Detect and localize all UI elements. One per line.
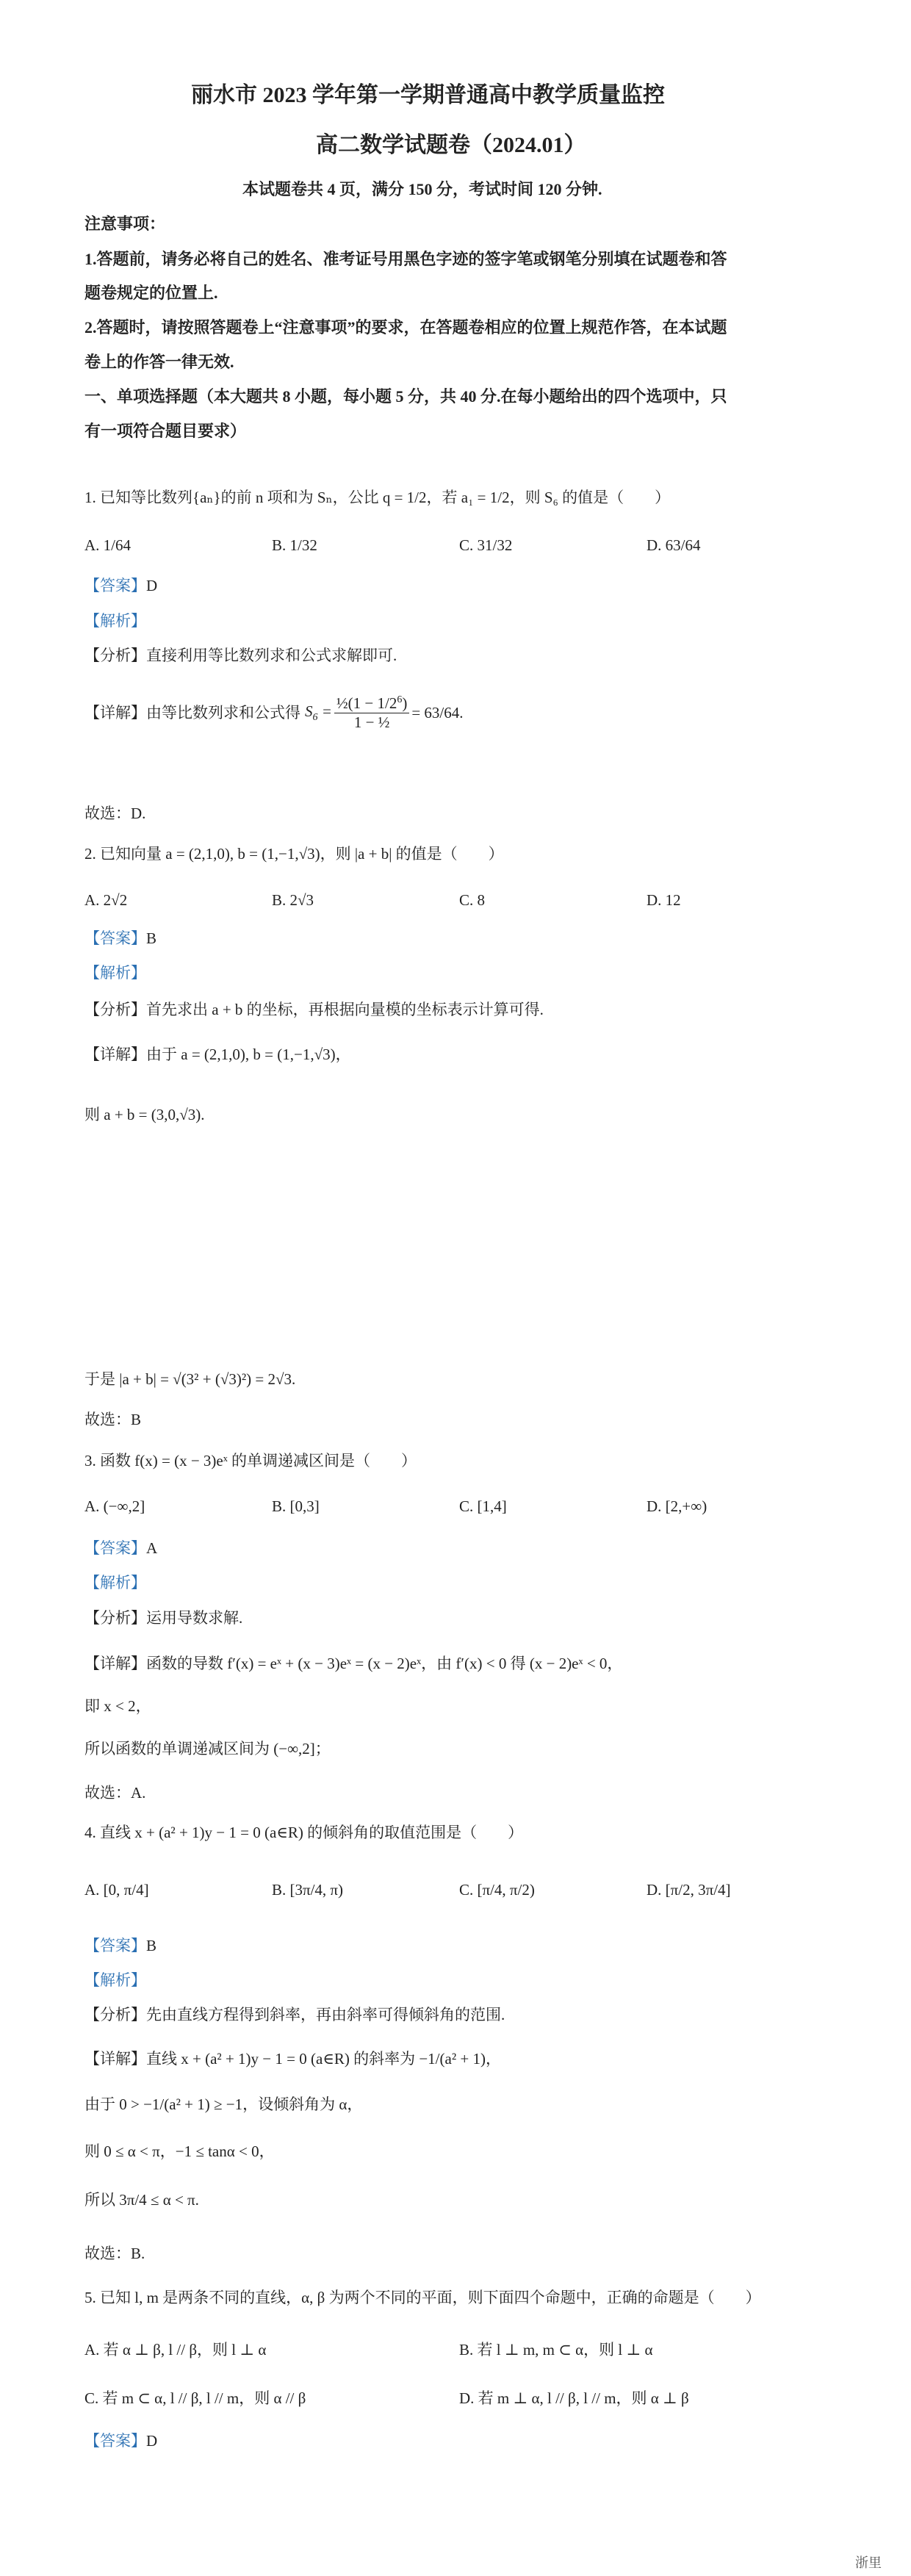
q1-option-d: D. 63/64	[647, 536, 701, 554]
notice-1b: 题卷规定的位置上.	[84, 284, 218, 302]
q2-option-b: B. 2√3	[272, 891, 314, 909]
q1-choose: D.	[131, 805, 146, 822]
notice-1a: 1.答题前，请务必将自己的姓名、准考证号用黑色字迹的签字笔或钢笔分别填在试题卷和答	[84, 250, 727, 268]
q2-choose: B	[131, 1411, 142, 1428]
choose-tag: 故选：	[84, 805, 131, 822]
q3-line3: 所以函数的单调递减区间为 (−∞,2]；	[84, 1740, 331, 1757]
q3-detail: 函数的导数 f′(x) = eˣ + (x − 3)eˣ = (x − 2)eˣ，由 f′(x) < 0 得 (x − 2)eˣ < 0，	[146, 1655, 623, 1672]
q1-fenxi: 直接利用等比数列求和公式求解即可.	[146, 647, 397, 664]
q4-choose: B.	[131, 2245, 145, 2262]
q4-choose-row	[84, 2245, 145, 2263]
q3-stem: 3. 函数 f(x) = (x − 3)eˣ 的单调递减区间是（ ）	[84, 1452, 417, 1469]
exam-title-line2: 高二数学试题卷（2024.01）	[316, 133, 586, 157]
q2-detail: 由于 a = (2,1,0), b = (1,−1,√3)，	[146, 1046, 351, 1063]
notice-2a: 2.答题时，请按照答题卷上“注意事项”的要求，在答题卷相应的位置上规范作答，在本试题	[84, 318, 727, 337]
detail-tag: 【详解】	[84, 1655, 146, 1672]
q2-stem: 2. 已知向量 a = (2,1,0), b = (1,−1,√3)，则 |a + b| 的值是（ ）	[84, 845, 504, 863]
q4-option-b: B. [3π/4, π)	[272, 1881, 344, 1899]
q5-answer: D	[146, 2432, 158, 2450]
q1-choose-row	[84, 805, 145, 823]
fenxi-tag: 【分析】	[84, 1609, 146, 1627]
notice-2b: 卷上的作答一律无效.	[84, 353, 234, 371]
q3-option-d: D. [2,+∞)	[647, 1497, 707, 1515]
q1-detail-row	[84, 694, 464, 732]
q3-answer-row	[84, 1539, 157, 1558]
q1-detail: 由等比数列求和公式得	[146, 704, 300, 722]
watermark-text: 浙里	[855, 2555, 882, 2570]
q4-analysis-tag: 【解析】	[84, 1971, 146, 1989]
answer-tag: 【答案】	[84, 929, 146, 947]
q4-option-d: D. [π/2, 3π/4]	[647, 1881, 731, 1899]
section-heading-b: 有一项符合题目要求）	[84, 422, 247, 440]
choose-tag: 故选：	[84, 2245, 131, 2262]
q3-answer: A	[146, 1539, 158, 1557]
q4-answer: B	[146, 1937, 157, 1954]
q1-answer-row	[84, 577, 157, 595]
q1-s6-symbol: $S_6$ =	[305, 702, 332, 723]
q1-analysis-tag: 【解析】	[84, 612, 146, 630]
q3-detail-row	[84, 1655, 622, 1673]
q3-choose: A.	[131, 1784, 146, 1802]
q2-detail-row	[84, 1046, 351, 1064]
q1-fenxi-row	[84, 647, 397, 665]
fenxi-tag: 【分析】	[84, 647, 146, 664]
q3-option-b: B. [0,3]	[272, 1497, 320, 1515]
answer-tag: 【答案】	[84, 2432, 146, 2450]
q5-option-a: A. 若 α ⊥ β, l // β，则 l ⊥ α	[84, 2341, 267, 2359]
fenxi-tag: 【分析】	[84, 1001, 146, 1018]
q4-option-a: A. [0, π/4]	[84, 1881, 149, 1899]
q3-fenxi-row	[84, 1609, 242, 1627]
q1-stem: 1. 已知等比数列{aₙ}的前 n 项和为 Sₙ，公比 q = 1/2，若 a₁ = 1/2，则 S₆ 的值是（ ）	[84, 489, 671, 506]
choose-tag: 故选：	[84, 1784, 131, 1802]
q4-fenxi: 先由直线方程得到斜率，再由斜率可得倾斜角的范围.	[146, 2006, 505, 2023]
choose-tag: 故选：	[84, 1411, 131, 1428]
q3-analysis-tag: 【解析】	[84, 1574, 146, 1591]
q4-option-c: C. [π/4, π/2)	[459, 1881, 535, 1899]
q2-option-c: C. 8	[459, 891, 486, 909]
exam-info: 本试题卷共 4 页，满分 150 分，考试时间 120 分钟.	[242, 180, 602, 198]
q1-result: = 63/64.	[411, 704, 464, 722]
q2-fenxi: 首先求出 a + b 的坐标，再根据向量模的坐标表示计算可得.	[146, 1001, 544, 1018]
q2-answer: B	[146, 929, 157, 947]
exam-title-line1: 丽水市 2023 学年第一学期普通高中教学质量监控	[191, 83, 665, 107]
q2-line3: 于是 |a + b| = √(3² + (√3)²) = 2√3.	[84, 1370, 296, 1388]
fenxi-tag: 【分析】	[84, 2006, 146, 2023]
q1-answer: D	[146, 577, 158, 594]
q4-line2: 由于 0 > −1/(a² + 1) ≥ −1，设倾斜角为 α，	[84, 2095, 363, 2113]
detail-tag: 【详解】	[84, 2050, 146, 2068]
q3-line2: 即 x < 2，	[84, 1697, 151, 1715]
q2-answer-row	[84, 929, 156, 948]
q5-stem: 5. 已知 l, m 是两条不同的直线，α, β 为两个不同的平面，则下面四个命题中，正确的命题是（ ）	[84, 2289, 761, 2306]
q1-option-a: A. 1/64	[84, 536, 131, 554]
q4-stem: 4. 直线 x + (a² + 1)y − 1 = 0 (a∈R) 的倾斜角的取值范围是（ ）	[84, 1824, 524, 1841]
q5-answer-row	[84, 2432, 157, 2450]
q1-option-c: C. 31/32	[459, 536, 513, 554]
answer-tag: 【答案】	[84, 1937, 146, 1954]
q1-option-b: B. 1/32	[272, 536, 317, 554]
q4-line3: 则 0 ≤ α < π，−1 ≤ tanα < 0，	[84, 2143, 275, 2160]
q5-option-d: D. 若 m ⊥ α, l // β, l // m，则 α ⊥ β	[459, 2389, 689, 2407]
q3-option-a: A. (−∞,2]	[84, 1497, 145, 1515]
q2-fenxi-row	[84, 1001, 544, 1019]
detail-tag: 【详解】	[84, 1046, 146, 1063]
detail-tag: 【详解】	[84, 704, 146, 722]
answer-tag: 【答案】	[84, 577, 146, 594]
q1-sum-fraction: $\frac{\frac{1}{2}(1 - 1/2^6)}{\text{1 − ½}}$	[334, 694, 409, 732]
q2-analysis-tag: 【解析】	[84, 964, 146, 982]
q3-fenxi: 运用导数求解.	[146, 1609, 243, 1627]
q4-detail-row	[84, 2050, 501, 2068]
q2-option-d: D. 12	[647, 891, 681, 909]
q4-detail: 直线 x + (a² + 1)y − 1 = 0 (a∈R) 的斜率为 −1/(a² + 1)，	[146, 2050, 501, 2068]
q4-fenxi-row	[84, 2006, 505, 2024]
answer-tag: 【答案】	[84, 1539, 146, 1557]
q3-option-c: C. [1,4]	[459, 1497, 507, 1515]
q4-answer-row	[84, 1937, 156, 1955]
q5-option-b: B. 若 l ⊥ m, m ⊂ α，则 l ⊥ α	[459, 2341, 653, 2359]
q3-choose-row	[84, 1784, 145, 1802]
notice-heading: 注意事项：	[84, 215, 166, 233]
section-heading-a: 一、单项选择题（本大题共 8 小题，每小题 5 分，共 40 分.在每小题给出的四个选项中，只	[84, 387, 727, 406]
q5-option-c: C. 若 m ⊂ α, l // β, l // m，则 α // β	[84, 2389, 306, 2407]
q2-option-a: A. 2√2	[84, 891, 128, 909]
q4-line4: 所以 3π/4 ≤ α < π.	[84, 2191, 199, 2209]
q2-choose-row	[84, 1411, 141, 1429]
q2-line2: 则 a + b = (3,0,√3).	[84, 1106, 205, 1123]
